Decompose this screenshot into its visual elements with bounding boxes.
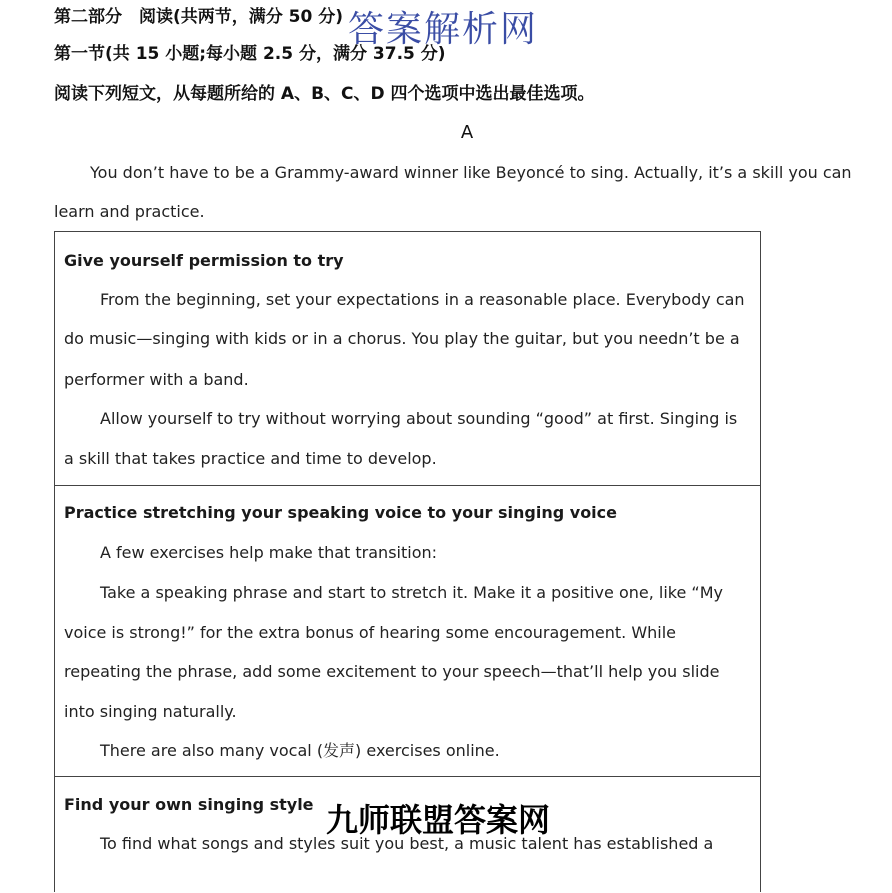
watermark-bottom: 九师联盟答案网	[326, 801, 551, 839]
body-line: From the beginning, set your expectations in a reasonable place. Everybody can	[100, 290, 745, 309]
intro-line: You don’t have to be a Grammy-award winner like Beyoncé to sing. Actually, it’s a skill you can	[90, 163, 852, 182]
section-stretching	[55, 485, 760, 777]
body-line: A few exercises help make that transition:	[100, 543, 438, 562]
part-heading: 第二部分 阅读(共两节，满分 50 分)	[54, 7, 344, 27]
body-line: Take a speaking phrase and start to stretch it. Make it a positive one, like “My	[100, 583, 723, 602]
section-title: Find your own singing style	[64, 795, 314, 814]
watermark-top: 答案解析网	[348, 9, 539, 50]
passage-letter: A	[460, 122, 474, 143]
body-line: a skill that takes practice and time to develop.	[64, 449, 437, 468]
body-line: There are also many vocal (发声) exercises online.	[100, 741, 500, 760]
passage-box	[54, 231, 761, 892]
section-heading: 第一节(共 15 小题;每小题 2.5 分，满分 37.5 分)	[54, 44, 446, 64]
instruction-text: 阅读下列短文，从每题所给的 A、B、C、D 四个选项中选出最佳选项。	[54, 84, 595, 104]
section-permission	[55, 232, 760, 485]
body-line: performer with a band.	[64, 370, 249, 389]
body-line: do music—singing with kids or in a chorus. You play the guitar, but you needn’t be a	[64, 329, 740, 348]
section-title: Give yourself permission to try	[64, 251, 344, 270]
body-line: voice is strong!” for the extra bonus of hearing some encouragement. While	[64, 623, 677, 642]
body-line: Allow yourself to try without worrying about sounding “good” at first. Singing is	[100, 409, 738, 428]
body-line: into singing naturally.	[64, 702, 237, 721]
section-title: Practice stretching your speaking voice to your singing voice	[64, 503, 617, 522]
body-line: To find what songs and styles suit you best, a music talent has established a	[100, 834, 714, 853]
body-line: repeating the phrase, add some excitement to your speech—that’ll help you slide	[64, 662, 720, 681]
intro-line: learn and practice.	[54, 202, 205, 221]
